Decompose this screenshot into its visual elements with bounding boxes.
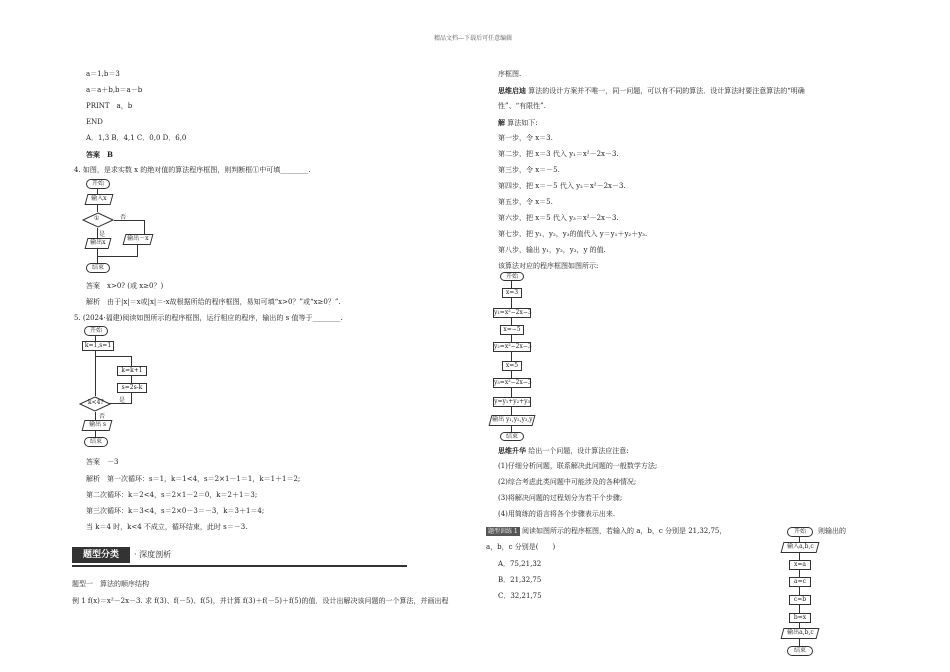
- analysis-5-line-3: 第三次循环：k＝3<4，s＝2×0－3＝－3，k＝3＋1＝4;: [86, 507, 265, 515]
- training-1: [486, 527, 726, 536]
- fc3-y1: y₁=x²−2x−3: [494, 309, 532, 316]
- think-1-text-2: 性”、“有限性”.: [498, 102, 546, 110]
- fc2-start: 开始: [84, 326, 108, 336]
- fc3-y3: y₃=x²−2x−3: [494, 379, 532, 386]
- think-2-item-2: (2)综合考虑此类问题中可能涉及的各种情况;: [498, 478, 637, 486]
- analysis-4: 解析 由于|x|＝x或|x|＝-x故根据所给的程序框图，易知可填“x>0？”或“x≥0？”.: [86, 298, 341, 306]
- step-6: 第六步，把 x＝5 代入 y₃＝x²－2x－3.: [498, 214, 619, 222]
- think-1: [498, 86, 805, 96]
- fc1-end: 结束: [86, 263, 110, 273]
- question-5: 5. (2024·福建)阅读如图所示的程序框图，运行相应的程序，输出的 s 值等于________.: [74, 314, 343, 322]
- analysis-5-line-1: 解析 第一次循环：s＝1，k＝1<4，s＝2×1－1＝1，k＝1＋1＝2;: [86, 475, 301, 483]
- answer-5: 答案 －3: [86, 458, 119, 466]
- training-text-2: a，b，c 分别是( ): [486, 543, 556, 551]
- page-header: 精品文档---下载后可任意编辑: [434, 35, 513, 42]
- fc1-start: 开始: [86, 179, 110, 189]
- fc4-output: 输出a,b,c: [781, 628, 820, 639]
- fc2-init: k=1,s=1: [82, 341, 114, 351]
- example-1: 例 1 f(x)＝x²－2x－3. 求 f(3)、f(－5)、f(5)，并计算 f(3)＋f(－5)＋f(5)的值．设计出解决该问题的一个算法，并画出程: [72, 597, 449, 605]
- fc1-input: 输入x: [85, 194, 114, 205]
- step-7: 第七步，把 y₁，y₂，y₃的值代入 y＝y₁＋y₂＋y₃.: [498, 230, 648, 238]
- code-line-1: a＝1,b＝3: [86, 70, 120, 78]
- solution-label: 解: [498, 118, 505, 127]
- fc2-no: 否: [99, 413, 106, 420]
- step-2: 第二步，把 x＝3 代入 y₁＝x²－2x－3.: [498, 150, 619, 158]
- training-label: 题型训练 1: [488, 528, 518, 535]
- step-3: 第三步，令 x＝－5.: [498, 166, 560, 174]
- fc4-a-c: a=c: [789, 577, 811, 587]
- think-2: [498, 446, 629, 456]
- fc4-end: 结束: [787, 646, 813, 656]
- fc3-y-sum: y=y₁+y₂+y₃: [494, 398, 530, 405]
- fc1-output-negx: 输出－x: [123, 234, 154, 245]
- type-1-title: 题型一 算法的顺序结构: [72, 580, 149, 588]
- code-line-4: END: [86, 118, 103, 126]
- fc2-output: 输出 s: [82, 420, 113, 431]
- fc3-x-neg5: x=−5: [500, 325, 524, 335]
- fc2-decision-label: k<4?: [88, 399, 104, 406]
- training-text: 阅读如图所示的程序框图，若输入的 a，b，c 分别是 21,32,75，: [521, 527, 727, 535]
- example-1-cont: 序框图.: [498, 70, 522, 78]
- fc2-update: s=2s-k: [117, 383, 147, 393]
- think-1-label: 思维启迪: [498, 86, 526, 95]
- training-option-c: C．32,21,75: [498, 592, 542, 600]
- fc4-b-x: b=x: [789, 613, 811, 623]
- fc3-y2: y₂=x²−2x−3: [494, 343, 532, 350]
- fc4-x-a: x=a: [789, 560, 811, 570]
- analysis-5-line-2: 第二次循环：k＝2<4，s＝2×1－2＝0，k＝2＋1＝3;: [86, 491, 258, 499]
- solution-intro: [498, 118, 538, 128]
- fc2-increment: k=k+1: [117, 366, 147, 376]
- step-1: 第一步，令 x＝3.: [498, 134, 553, 142]
- analysis-5-line-4: 当 k＝4 时，k<4 不成立，循环结束，此时 s＝－3.: [86, 523, 248, 531]
- step-5: 第五步，令 x＝5.: [498, 198, 553, 206]
- section-tag: 题型分类: [72, 547, 130, 563]
- training-option-a: A．75,21,32: [498, 560, 542, 568]
- fc2-end: 结束: [84, 437, 108, 447]
- fc4-c-b: c=b: [789, 595, 811, 605]
- fc1-no: 否: [120, 214, 127, 221]
- think-2-item-4: (4)用简练的语言将各个步骤表示出来.: [498, 510, 616, 518]
- think-2-item-1: (1)仔细分析问题，联系解决此问题的一般数学方法;: [498, 462, 658, 470]
- question-4: 4. 如图，是求实数 x 的绝对值的算法程序框图，则判断框①中可填________.: [74, 166, 311, 174]
- step-8: 第八步，输出 y₁，y₂，y₃，y 的值.: [498, 246, 606, 254]
- step-4: 第四步，把 x＝－5 代入 y₂＝x²－2x－3.: [498, 182, 626, 190]
- solution-text: 算法如下:: [507, 119, 538, 127]
- fc3-output: 输出 y₁,y₂,y₃,y: [489, 415, 536, 426]
- training-text-tail: 则输出的: [818, 527, 846, 535]
- section-subtitle: · 深度剖析: [134, 550, 172, 559]
- flowchart-intro: 该算法对应的程序框图如图所示:: [498, 262, 599, 270]
- fc1-decision-label: ①: [94, 215, 100, 222]
- fc4-input: 输入a,b,c: [781, 542, 820, 553]
- think-2-item-3: (3)将解决问题的过程划分为若干个步骤;: [498, 494, 623, 502]
- fc3-start: 开始: [500, 272, 524, 281]
- answer-4: 答案 x>0? (或 x≥0？): [86, 282, 164, 290]
- fc3-x-5: x=5: [502, 361, 522, 371]
- fc3-x-3: x=3: [502, 288, 522, 298]
- code-line-2: a＝a＋b,b＝a－b: [86, 86, 143, 94]
- training-option-b: B．21,32,75: [498, 576, 542, 584]
- fc1-output-x: 输出x: [85, 238, 112, 249]
- answer-3: 答案 B: [86, 150, 113, 159]
- fc4-start: 开始: [787, 527, 813, 537]
- section-header: [72, 545, 407, 567]
- fc3-end: 结束: [500, 432, 524, 441]
- answer-options: A．1,3 B．4,1 C．0,0 D．6,0: [86, 134, 187, 142]
- think-2-label: 思维升华: [498, 446, 526, 455]
- fc2-yes: 是: [119, 397, 126, 404]
- fc1-yes: 是: [99, 231, 106, 238]
- think-2-text: 给出一个问题，设计算法应注意:: [528, 447, 629, 455]
- think-1-text: 算法的设计方案并不唯一，同一问题，可以有不同的算法．设计算法时要注意算法的“明确: [528, 87, 805, 95]
- code-line-3: PRINT a，b: [86, 102, 133, 110]
